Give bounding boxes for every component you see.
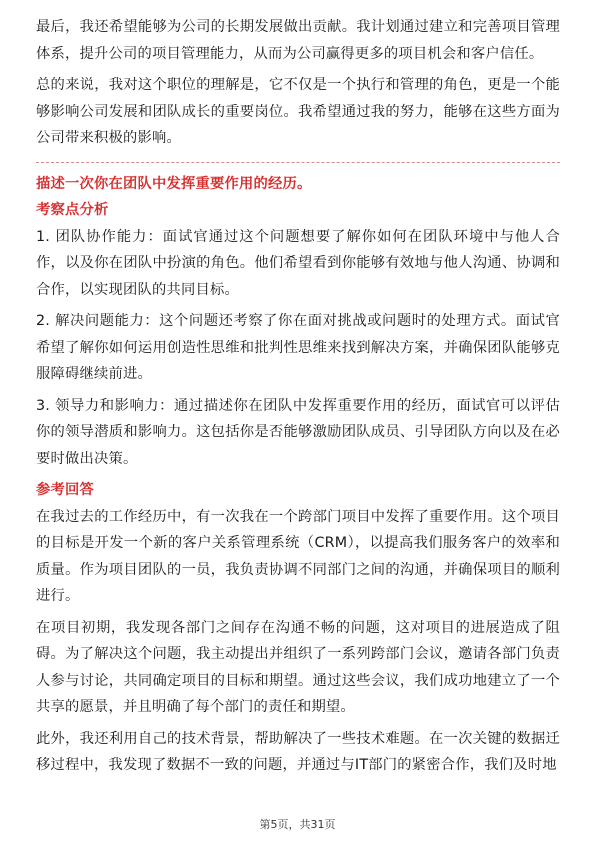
analysis-item: 3. 领导力和影响力：通过描述你在团队中发挥重要作用的经历，面试官可以评估你的领导潜质和影响力。这包括你是否能够激励团队成员、引导团队方向以及在必要时做出决策。 xyxy=(36,397,560,467)
analysis-heading: 考察点分析 xyxy=(36,202,109,218)
answer-paragraph: 在我过去的工作经历中，有一次我在一个跨部门项目中发挥了重要作用。这个项目的目标是开发一个新的客户关系管理系统（CRM），以提高我们服务客户的效率和质量。作为项目团队的一员，我负责协调不同部门之间的沟通，并确保项目的顺利进行。 xyxy=(36,508,560,604)
intro-paragraph: 总的来说，我对这个职位的理解是，它不仅是一个执行和管理的角色，更是一个能够影响公司发展和团队成长的重要岗位。我希望通过我的努力，能够在这些方面为公司带来积极的影响。 xyxy=(36,77,560,146)
intro-paragraph: 最后，我还希望能够为公司的长期发展做出贡献。我计划通过建立和完善项目管理体系，提升公司的项目管理能力，从而为公司赢得更多的项目机会和客户信任。 xyxy=(36,19,560,62)
analysis-item: 2. 解决问题能力：这个问题还考察了你在面对挑战或问题时的处理方式。面试官希望了解你如何运用创造性思维和批判性思维来找到解决方案，并确保团队能够克服障碍继续前进。 xyxy=(36,313,560,382)
page-number: 第5页，共31页 xyxy=(259,818,336,831)
document-page xyxy=(36,14,560,784)
question-title: 描述一次你在团队中发挥重要作用的经历。 xyxy=(36,175,312,192)
answer-heading: 参考回答 xyxy=(36,482,94,498)
answer-paragraph: 在项目初期，我发现各部门之间存在沟通不畅的问题，这对项目的进展造成了阻碍。为了解决这个问题，我主动提出并组织了一系列跨部门会议，邀请各部门负责人参与讨论，共同确定项目的目标和期望。通过这些会议，我们成功地建立了一个共享的愿景，并且明确了每个部门的责任和期望。 xyxy=(36,619,560,715)
section-divider xyxy=(36,162,560,163)
analysis-item: 1. 团队协作能力：面试官通过这个问题想要了解你如何在团队环境中与他人合作，以及你在团队中扮演的角色。他们希望看到你能够有效地与他人沟通、协调和合作，以实现团队的共同目标。 xyxy=(36,228,560,298)
answer-paragraph: 此外，我还利用自己的技术背景，帮助解决了一些技术难题。在一次关键的数据迁移过程中，我发现了数据不一致的问题，并通过与IT部门的紧密合作，我们及时地 xyxy=(36,730,560,773)
